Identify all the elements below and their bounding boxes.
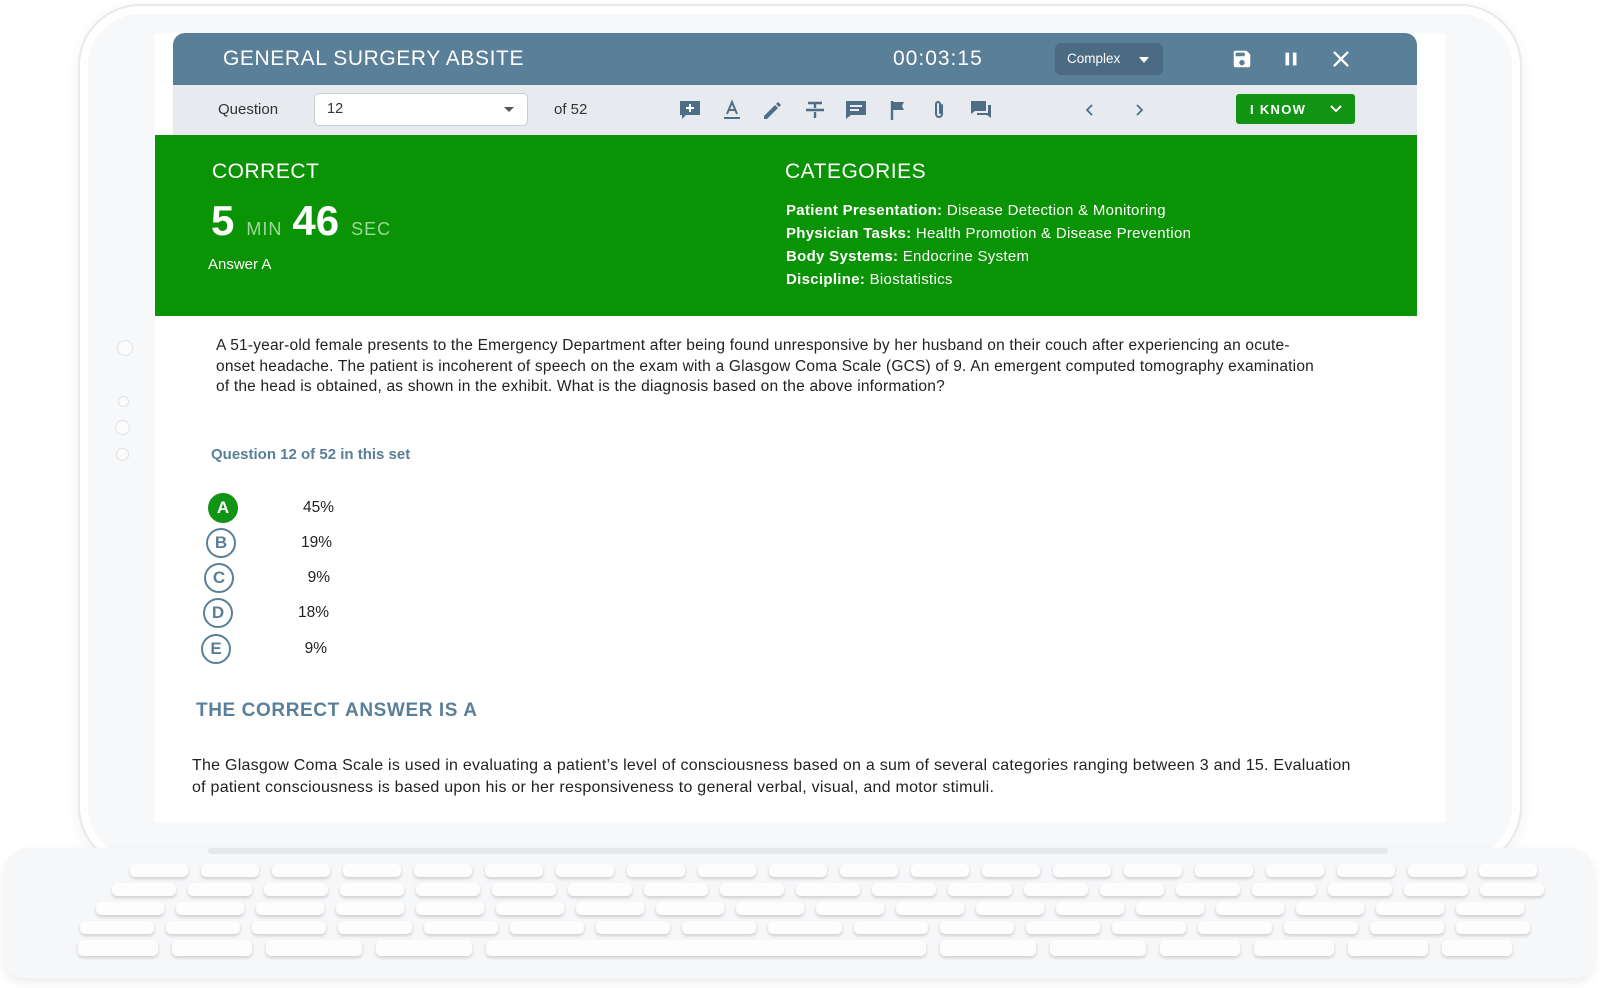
highlight-text-icon[interactable]	[720, 99, 744, 121]
keyboard-key	[1198, 921, 1272, 934]
question-select-value: 12	[327, 101, 344, 117]
keyboard-key	[1328, 883, 1392, 896]
flag-icon[interactable]	[886, 99, 910, 121]
category-label: Physician Tasks:	[786, 225, 912, 242]
keyboard-key	[940, 921, 1014, 934]
keyboard-hinge	[208, 848, 1388, 854]
keyboard-key	[1456, 902, 1524, 915]
keyboard-key	[872, 883, 936, 896]
keyboard-key	[1100, 883, 1164, 896]
question-toolbar	[173, 85, 1417, 135]
pencil-icon[interactable]	[761, 99, 785, 121]
keyboard-key	[343, 864, 401, 877]
choice-letter: B	[206, 528, 236, 558]
choice-percent: 9%	[307, 569, 330, 586]
app-title: GENERAL SURGERY ABSITE	[223, 47, 525, 70]
keyboard-key	[1216, 902, 1284, 915]
keyboard-key	[769, 864, 827, 877]
category-line	[786, 202, 1166, 219]
keyboard-key	[1479, 864, 1537, 877]
app-screen	[155, 33, 1445, 823]
keyboard-key	[911, 864, 969, 877]
keyboard-key	[1376, 902, 1444, 915]
keyboard-key	[414, 864, 472, 877]
category-label: Discipline:	[786, 271, 866, 288]
keyboard-key	[340, 883, 404, 896]
question-set-info: Question 12 of 52 in this set	[211, 446, 411, 463]
keyboard-key	[976, 902, 1044, 915]
close-icon[interactable]	[1330, 48, 1352, 70]
keyboard-key	[948, 883, 1012, 896]
keyboard-key	[698, 864, 756, 877]
keyboard-key	[256, 902, 324, 915]
keyboard-key	[1480, 883, 1544, 896]
pause-icon[interactable]	[1280, 48, 1302, 70]
keyboard-key	[796, 883, 860, 896]
keyboard-key	[768, 921, 842, 934]
result-banner	[155, 135, 1417, 316]
keyboard-key	[1160, 940, 1240, 956]
mode-dropdown-label: Complex	[1067, 51, 1121, 66]
keyboard-key	[1404, 883, 1468, 896]
choice-percent: 45%	[302, 499, 334, 516]
keyboard-key	[682, 921, 756, 934]
keyboard-key	[1296, 902, 1364, 915]
tablet-side-button	[117, 340, 133, 356]
choice-letter: D	[203, 598, 233, 628]
keyboard-key	[596, 921, 670, 934]
time-spent	[211, 197, 401, 245]
keyboard-key	[492, 883, 556, 896]
categories-heading: CATEGORIES	[785, 160, 927, 183]
time-seconds: 46	[292, 197, 340, 244]
keyboard-key	[627, 864, 685, 877]
keyboard-key	[1026, 921, 1100, 934]
next-question-icon[interactable]	[1132, 101, 1146, 119]
category-value: Biostatistics	[869, 271, 953, 288]
caret-down-icon	[1139, 57, 1149, 63]
keyboard-key	[1442, 940, 1512, 956]
keyboard-key	[1252, 883, 1316, 896]
keyboard-key	[252, 921, 326, 934]
keyboard-key	[338, 921, 412, 934]
keyboard-key	[1056, 902, 1124, 915]
keyboard-key	[1024, 883, 1088, 896]
keyboard-key	[264, 883, 328, 896]
category-line	[786, 271, 953, 288]
keyboard-key	[176, 902, 244, 915]
strikethrough-icon[interactable]	[803, 99, 827, 121]
keyboard-key	[982, 864, 1040, 877]
tablet-side-button	[118, 396, 129, 407]
keyboard-key	[496, 902, 564, 915]
keyboard-key	[424, 921, 498, 934]
mode-dropdown[interactable]	[1055, 43, 1163, 75]
keyboard-key	[940, 940, 1036, 956]
title-bar	[173, 33, 1417, 85]
keyboard-key	[1408, 864, 1466, 877]
previous-question-icon[interactable]	[1083, 101, 1097, 119]
category-value: Endocrine System	[902, 248, 1030, 265]
keyboard-key	[272, 864, 330, 877]
tablet-side-button	[116, 448, 129, 461]
keyboard-key	[172, 940, 252, 956]
keyboard-key	[1370, 921, 1444, 934]
keyboard-key	[896, 902, 964, 915]
keyboard-key	[840, 864, 898, 877]
keyboard-key	[854, 921, 928, 934]
category-line	[786, 248, 1029, 265]
keyboard-key	[1053, 864, 1111, 877]
keyboard-key	[1195, 864, 1253, 877]
time-seconds-unit: SEC	[351, 219, 392, 239]
keyboard-key	[486, 940, 926, 956]
choice-percent: 9%	[304, 640, 327, 657]
keyboard-key	[96, 902, 164, 915]
question-label: Question	[218, 101, 279, 118]
keyboard-key	[201, 864, 259, 877]
keyboard-key	[376, 940, 472, 956]
question-total: of 52	[554, 101, 588, 118]
choice-percent: 19%	[300, 534, 332, 551]
correct-answer-heading: THE CORRECT ANSWER IS A	[196, 700, 478, 721]
keyboard-key	[112, 883, 176, 896]
keyboard-key	[644, 883, 708, 896]
keyboard-key	[1136, 902, 1204, 915]
exam-timer: 00:03:15	[893, 47, 983, 70]
tablet-side-button	[115, 420, 130, 435]
question-select[interactable]	[314, 93, 528, 126]
keyboard-key	[336, 902, 404, 915]
category-line	[786, 225, 1191, 242]
keyboard-key	[416, 902, 484, 915]
keyboard-key	[656, 902, 724, 915]
keyboard-key	[1266, 864, 1324, 877]
keyboard-key	[1124, 864, 1182, 877]
discussion-icon[interactable]	[969, 99, 993, 121]
keyboard-key	[416, 883, 480, 896]
answer-given: Answer A	[208, 256, 272, 273]
save-icon[interactable]	[1231, 48, 1253, 70]
keyboard-key	[736, 902, 804, 915]
category-label: Body Systems:	[786, 248, 899, 265]
attachment-icon[interactable]	[927, 99, 951, 121]
keyboard-key	[78, 940, 158, 956]
keyboard-key	[130, 864, 188, 877]
choice-letter: C	[204, 563, 234, 593]
keyboard-key	[556, 864, 614, 877]
question-text: A 51-year-old female presents to the Emergency Department after being found unresponsive by her husband on their couch after experiencing an ocute-onset headache. The patient is incoherent of speech on the exam with a Glasgow Coma Scale (GCS) of 9. An emergent computed tomography examination of the head is obtained, as shown in the exhibit. What is the diagnosis based on the above information?	[216, 337, 1314, 395]
keyboard-key	[1112, 921, 1186, 934]
category-value: Disease Detection & Monitoring	[946, 202, 1166, 219]
keyboard-key	[816, 902, 884, 915]
keyboard-key	[1348, 940, 1428, 956]
choice-letter: A	[208, 493, 238, 523]
time-minutes-unit: MIN	[246, 219, 283, 239]
keyboard-key	[1337, 864, 1395, 877]
keyboard-key	[1284, 921, 1358, 934]
keyboard-key	[266, 940, 362, 956]
keyboard-key	[576, 902, 644, 915]
i-know-button[interactable]	[1236, 94, 1355, 124]
keyboard-key	[1050, 940, 1146, 956]
choice-percent: 18%	[297, 604, 329, 621]
keyboard-key	[568, 883, 632, 896]
choice-letter: E	[201, 634, 231, 664]
keyboard-key	[485, 864, 543, 877]
chevron-down-icon	[1329, 103, 1343, 115]
explanation-text: The Glasgow Coma Scale is used in evaluating a patient’s level of consciousness based on a sum of several categories ranging between 3 and 15. Evaluation of patient consciousness is based upon his or her responsiveness to general verbal, visual, and motor stimuli.	[192, 757, 1351, 796]
i-know-label: I KNOW	[1250, 102, 1307, 117]
time-minutes: 5	[211, 197, 235, 244]
category-value: Health Promotion & Disease Prevention	[915, 225, 1192, 242]
keyboard-key	[188, 883, 252, 896]
add-note-icon[interactable]	[678, 99, 702, 121]
keyboard-key	[510, 921, 584, 934]
keyboard-key	[1456, 921, 1530, 934]
keyboard-key	[1176, 883, 1240, 896]
keyboard-key	[720, 883, 784, 896]
category-label: Patient Presentation:	[786, 202, 943, 219]
keyboard-key	[166, 921, 240, 934]
caret-down-icon	[504, 107, 514, 112]
comment-icon[interactable]	[844, 99, 868, 121]
keyboard-key	[80, 921, 154, 934]
result-status: CORRECT	[212, 160, 320, 183]
keyboard-key	[1254, 940, 1334, 956]
